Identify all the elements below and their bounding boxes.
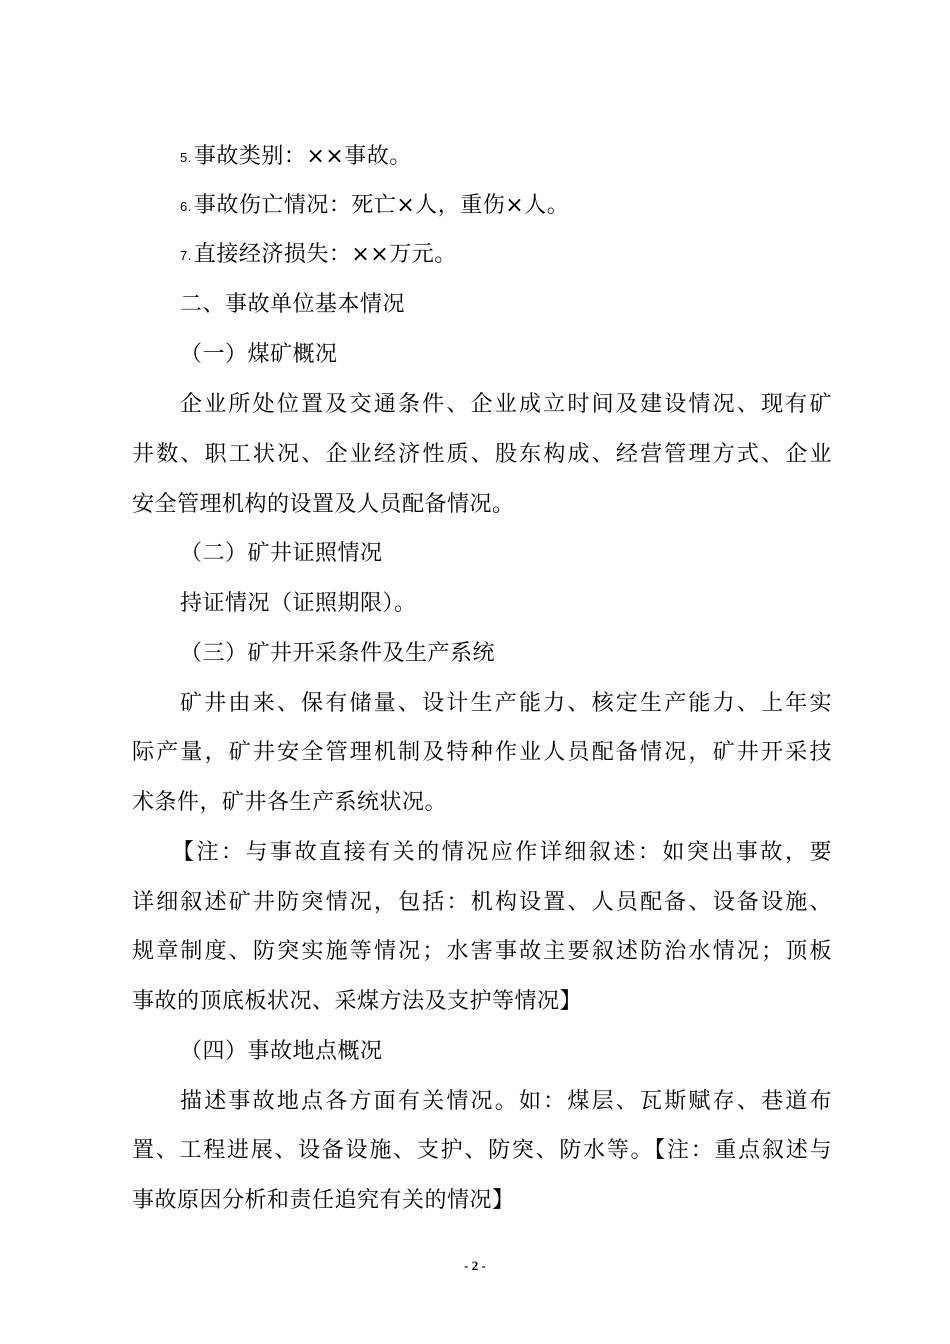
section-heading: 二、事故单位基本情况	[180, 292, 406, 317]
subsection-heading-2: （二）矿井证照情况	[180, 541, 383, 566]
note-line: 事故的顶底板状况、采煤方法及支护等情况】	[132, 989, 583, 1014]
note-line: 【注：与事故直接有关的情况应作详细叙述：如突出事故，要	[172, 840, 832, 865]
subsection-heading-3: （三）矿井开采条件及生产系统	[180, 641, 496, 666]
item-text: 事故伤亡情况：死亡×人，重伤×人。	[193, 193, 570, 218]
paragraph-line: 事故原因分析和责任追究有关的情况】	[132, 1188, 515, 1213]
subsection-heading-4: （四）事故地点概况	[180, 1039, 383, 1064]
item-number: 7.	[180, 248, 192, 263]
subsection-heading-1: （一）煤矿概况	[180, 342, 338, 367]
note-line: 详细叙述矿井防突情况，包括：机构设置、人员配备、设备设施、	[132, 890, 832, 915]
paragraph-line: 术条件，矿井各生产系统状况。	[132, 790, 448, 815]
paragraph-line: 置、工程进展、设备设施、支护、防突、防水等。【注：重点叙述与	[132, 1138, 832, 1163]
paragraph-line: 企业所处位置及交通条件、企业成立时间及建设情况、现有矿	[180, 392, 832, 417]
note-line: 规章制度、防突实施等情况；水害事故主要叙述防治水情况；顶板	[132, 939, 832, 964]
paragraph-line: 描述事故地点各方面有关情况。如：煤层、瓦斯赋存、巷道布	[180, 1089, 832, 1114]
item-text: 事故类别：××事故。	[193, 144, 412, 169]
item-casualties	[180, 191, 832, 221]
paragraph-line: 井数、职工状况、企业经济性质、股东构成、经营管理方式、企业	[132, 442, 832, 467]
page-number: - 2 -	[464, 1258, 486, 1273]
item-number: 5.	[180, 150, 192, 165]
item-number: 6.	[180, 199, 192, 214]
paragraph-line: 际产量，矿井安全管理机制及特种作业人员配备情况，矿井开采技	[132, 740, 832, 765]
item-text: 直接经济损失：××万元。	[193, 242, 457, 267]
item-economic-loss	[180, 240, 832, 270]
paragraph-line: 矿井由来、保有储量、设计生产能力、核定生产能力、上年实	[180, 691, 832, 716]
paragraph-line: 持证情况（证照期限）。	[180, 591, 417, 616]
item-accident-category	[180, 142, 832, 172]
paragraph-line: 安全管理机构的设置及人员配备情况。	[132, 492, 515, 517]
